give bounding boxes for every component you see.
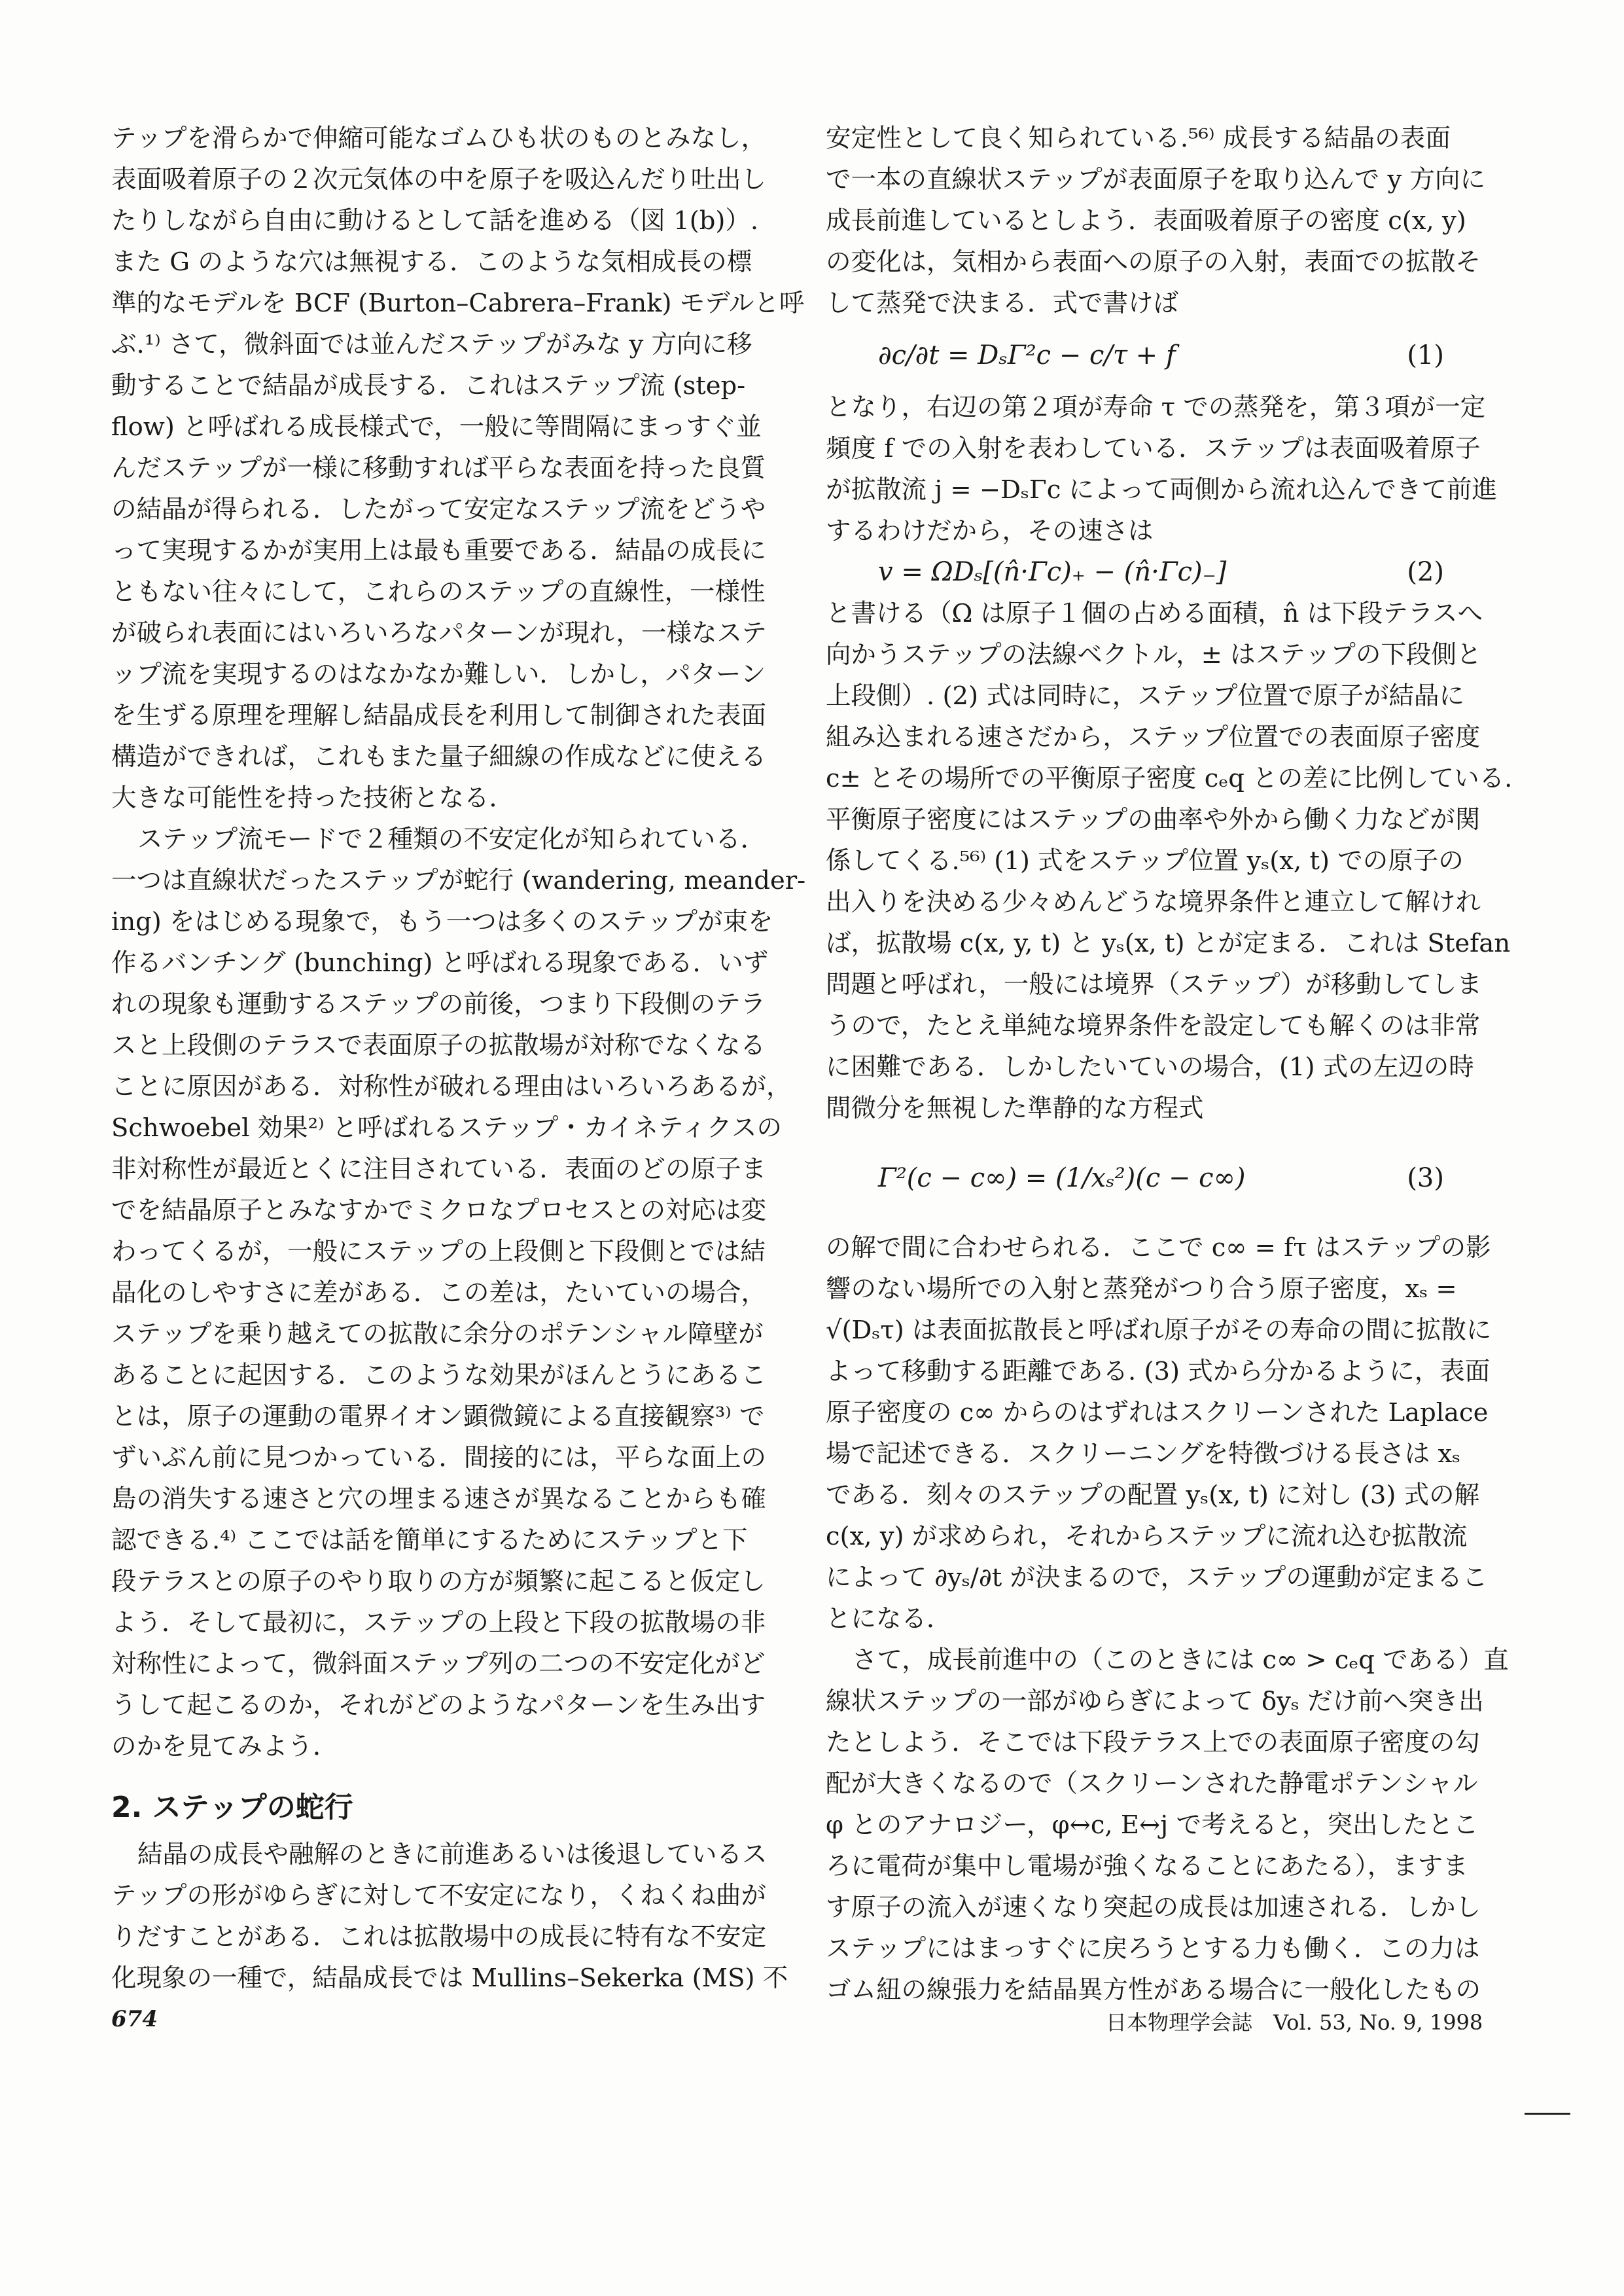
text-line: 構造ができれば，これもまた量子細線の作成などに使える (111, 742, 767, 772)
equation-1 (826, 324, 1451, 387)
text-line: の解で間に合わせられる．ここで c∞ = fτ はステップの影 (826, 1233, 1491, 1263)
left-column (111, 118, 806, 1999)
text-line: ぶ.¹⁾ さて，微斜面では並んだステップがみな y 方向に移 (111, 330, 752, 359)
text-line: c(x, y) が求められ，それからステップに流れ込む拡散流 (826, 1522, 1468, 1551)
equation-number: (2) (1407, 557, 1444, 587)
text-line: 間微分を無視した準静的な方程式 (826, 1094, 1204, 1123)
text-line: ずいぶん前に見つかっている．間接的には，平らな面上の (111, 1443, 767, 1473)
text-line: とは，原子の運動の電界イオン顕微鏡による直接観察³⁾ で (111, 1402, 765, 1431)
text-line: ば，拡散場 c(x, y, t) と yₛ(x, t) とが定まる．これは Stefan (826, 929, 1511, 958)
paragraph (826, 118, 1485, 324)
text-line: ともない往々にして，これらのステップの直線性，一様性 (111, 577, 766, 607)
paragraph (111, 819, 806, 1767)
text-line: 配が大きくなるので（スクリーンされた静電ポテンシャル (826, 1769, 1478, 1799)
text-line: 組み込まれる速さだから，ステップ位置での表面原子密度 (826, 723, 1481, 752)
text-line: が破られ表面にはいろいろなパターンが現れ，一様なステ (111, 619, 767, 648)
text-line: の変化は，気相から表面への原子の入射，表面での拡散そ (826, 247, 1481, 277)
text-line: 向かうステップの法線ベクトル，± はステップの下段側と (826, 640, 1482, 670)
text-line: 化現象の一種で，結晶成長では Mullins–Sekerka (MS) 不 (111, 1964, 788, 1993)
text-line: のかを見てみよう． (111, 1732, 338, 1761)
text-line: を生ずる原理を理解し結晶成長を利用して制御された表面 (111, 701, 767, 730)
text-line: 対称性によって，微斜面ステップ列の二つの不安定化がど (111, 1649, 766, 1679)
text-line: の結晶が得られる．したがって安定なステップ流をどうや (111, 495, 766, 524)
text-line: 係してくる.⁵⁶⁾ (1) 式をステップ位置 yₛ(x, t) での原子の (826, 846, 1464, 876)
equation-number: (3) (1407, 1162, 1444, 1193)
journal-footer: 日本物理学会誌 Vol. 53, No. 9, 1998 (1106, 2010, 1483, 2035)
text-line: 響のない場所での入射と蒸発がつり合う原子密度，xₛ = (826, 1274, 1457, 1304)
text-line: 作るバンチング (bunching) と呼ばれる現象である．いず (111, 948, 769, 978)
equation-number: (1) (1407, 340, 1444, 370)
text-line: よう．そして最初に，ステップの上段と下段の拡散場の非 (111, 1608, 766, 1638)
text-line: ステップを乗り越えての拡散に余分のポテンシャル障壁が (111, 1319, 764, 1349)
text-line: c± とその場所での平衡原子密度 cₑq との差に比例している. (826, 764, 1513, 793)
text-line: す原子の流入が速くなり突起の成長は加速される．しかし (826, 1893, 1481, 1922)
equation-2 (826, 552, 1451, 593)
text-line: 結晶の成長や融解のときに前進あるいは後退しているス (137, 1840, 768, 1869)
equation-body: ∂c/∂t = DₛΓ²c − c/τ + f (878, 340, 1176, 370)
text-line: たとしよう．そこでは下段テラス上での表面原子密度の勾 (826, 1728, 1480, 1757)
text-line: 出入りを決める少々めんどうな境界条件と連立して解けれ (826, 888, 1481, 917)
text-line: に困難である．しかしたいていの場合，(1) 式の左辺の時 (826, 1052, 1474, 1082)
page-number: 674 (111, 2006, 158, 2032)
text-line: れの現象も運動するステップの前後，つまり下段側のテラ (111, 990, 766, 1019)
text-line: 表面吸着原子の２次元気体の中を原子を吸込んだり吐出し (111, 165, 767, 194)
text-line: とになる． (826, 1604, 952, 1634)
equation-body: v = ΩDₛ[(n̂·Γc)₊ − (n̂·Γc)₋] (878, 557, 1227, 587)
text-line: 頻度 f での入射を表わしている．ステップは表面吸着原子 (826, 434, 1481, 463)
equation-body: Γ²(c − c∞) = (1/xₛ²)(c − c∞) (878, 1162, 1246, 1193)
text-line: 平衡原子密度にはステップの曲率や外から働く力などが関 (826, 805, 1481, 834)
text-line: 場で記述できる．スクリーニングを特徴づける長さは xₛ (826, 1439, 1461, 1469)
paragraph (111, 118, 805, 819)
text-line: りだすことがある．これは拡散場中の成長に特有な不安定 (111, 1922, 767, 1952)
margin-rule (1525, 2113, 1570, 2115)
text-line: うして起こるのか，それがどのようなパターンを生み出す (111, 1691, 766, 1720)
text-line: 大きな可能性を持った技術となる． (111, 783, 515, 813)
text-line: テップを滑らかで伸縮可能なゴムひも状のものとみなし， (111, 124, 767, 153)
text-line: スと上段側のテラスで表面原子の拡散場が対称でなくなる (111, 1031, 766, 1060)
text-line: によって ∂yₛ/∂t が決まるので，ステップの運動が定まるこ (826, 1563, 1488, 1592)
text-line: √(Dₛτ) は表面拡散長と呼ばれ原子がその寿命の間に拡散に (826, 1316, 1492, 1345)
text-line: んだステップが一様に移動すれば平らな表面を持った良質 (111, 454, 766, 483)
text-line: 上段側）. (2) 式は同時に，ステップ位置で原子が結晶に (826, 681, 1464, 711)
text-line: うので，たとえ単純な境界条件を設定しても解くのは非常 (826, 1011, 1481, 1041)
paragraph (826, 1640, 1509, 2011)
text-line: flow) と呼ばれる成長様式で，一般に等間隔にまっすぐ並 (111, 412, 762, 442)
text-line: わってくるが，一般にステップの上段側と下段側とでは結 (111, 1237, 766, 1266)
text-line: が拡散流 j = −DₛΓc によって両側から流れ込んできて前進 (826, 475, 1498, 505)
text-line: するわけだから，その速さは (826, 516, 1154, 546)
text-line: 島の消失する速さと穴の埋まる速さが異なることからも確 (111, 1484, 767, 1514)
section-heading: 2. ステップの蛇行 (111, 1791, 353, 1824)
text-line: 安定性として良く知られている.⁵⁶⁾ 成長する結晶の表面 (826, 124, 1451, 153)
text-line: 原子密度の c∞ からのはずれはスクリーンされた Laplace (826, 1398, 1489, 1427)
paragraph (826, 387, 1498, 552)
text-line: ことに原因がある．対称性が破れる理由はいろいろあるが， (111, 1072, 792, 1102)
text-line: テップの形がゆらぎに対して不安定になり，くねくね曲が (111, 1881, 767, 1910)
text-line: 成長前進しているとしよう．表面吸着原子の密度 c(x, y) (826, 206, 1466, 236)
text-line: ステップにはまっすぐに戻ろうとする力も働く．この力は (826, 1934, 1480, 1964)
text-line: ステップ流モードで２種類の不安定化が知られている． (137, 825, 766, 854)
text-line: さて，成長前進中の（このときには c∞ > cₑq である）直 (852, 1645, 1509, 1675)
text-line: 非対称性が最近とくに注目されている．表面のどの原子ま (111, 1155, 767, 1184)
text-line: である．刻々のステップの配置 yₛ(x, t) に対し (3) 式の解 (826, 1480, 1480, 1510)
paragraph (826, 593, 1513, 1129)
paragraph (111, 1834, 788, 1999)
text-line: Schwoebel 効果²⁾ と呼ばれるステップ・カイネティクスの (111, 1113, 782, 1143)
text-line: ろに電荷が集中し電場が強くなることにあたる），ますま (826, 1852, 1468, 1881)
text-line: 認できる.⁴⁾ ここでは話を簡単にするためにステップと下 (111, 1526, 748, 1555)
text-line: 問題と呼ばれ，一般には境界（ステップ）が移動してしま (826, 970, 1482, 999)
text-line: して蒸発で決まる．式で書けば (826, 289, 1179, 318)
text-line: あることに起因する．このような効果がほんとうにあるこ (111, 1361, 767, 1390)
right-column (826, 118, 1513, 2011)
text-line: 段テラスとの原子のやり取りの方が頻繁に起こると仮定し (111, 1567, 766, 1596)
text-line: また G のような穴は無視する．このような気相成長の標 (111, 247, 752, 277)
equation-3 (826, 1129, 1451, 1227)
text-line: ゴム紐の線張力を結晶異方性がある場合に一般化したもの (826, 1975, 1481, 2005)
text-line: でを結晶原子とみなすかでミクロなプロセスとの対応は変 (111, 1196, 767, 1225)
text-line: ing) をはじめる現象で，もう一つは多くのステップが束を (111, 907, 773, 937)
text-line: 動することで結晶が成長する．これはステップ流 (step- (111, 371, 746, 401)
text-line: となり，右辺の第２項が寿命 τ での蒸発を，第３項が一定 (826, 393, 1486, 422)
text-line: と書ける（Ω は原子１個の占める面積，n̂ は下段テラスへ (826, 599, 1483, 628)
text-line: 一つは直線状だったステップが蛇行 (wandering, meander- (111, 866, 806, 895)
text-line: φ とのアナロジー，φ↔c, E↔j で考えると，突出したとこ (826, 1810, 1479, 1840)
text-line: 晶化のしやすさに差がある．この差は，たいていの場合， (111, 1278, 767, 1308)
text-line: よって移動する距離である. (3) 式から分かるように，表面 (826, 1357, 1491, 1386)
paragraph (826, 1227, 1492, 1640)
text-line: って実現するかが実用上は最も重要である．結晶の成長に (111, 536, 767, 565)
text-line: たりしながら自由に動けるとして話を進める（図 1(b)）. (111, 206, 759, 236)
text-line: 準的なモデルを BCF (Burton–Cabrera–Frank) モデルと呼 (111, 289, 805, 318)
text-line: ップ流を実現するのはなかなか難しい．しかし，パターン (111, 660, 766, 689)
text-line: で一本の直線状ステップが表面原子を取り込んで y 方向に (826, 165, 1485, 194)
text-line: 線状ステップの一部がゆらぎによって δyₛ だけ前へ突き出 (826, 1687, 1484, 1716)
